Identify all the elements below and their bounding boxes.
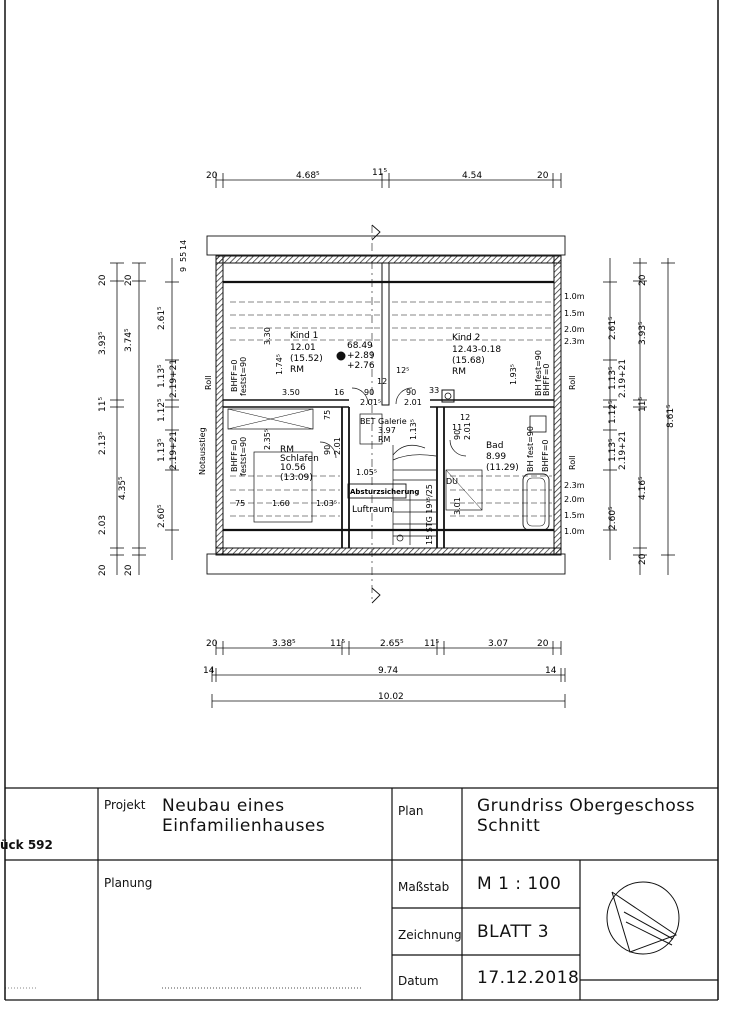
dim-top-2: 11⁵ [372, 168, 388, 178]
dim-right-out-1: 3.93⁵ [638, 321, 648, 345]
misc-dim-14: 90 [323, 444, 332, 455]
bhff-right-bot: BHFF=0 [541, 439, 550, 472]
dim-bot-4: 11⁵ [424, 639, 440, 649]
title-block-grid [5, 788, 718, 1000]
misc-dim-23: 3.01 [453, 497, 462, 515]
room-schlafen-note: RM [280, 445, 295, 455]
misc-dim-13: 2.35⁵ [263, 428, 272, 450]
room-kind2-note: RM [452, 367, 467, 377]
dim-bot-r2-0: 14 [203, 666, 215, 676]
section-arrow-top [372, 225, 380, 240]
room-kind2-area2: (15.68) [452, 356, 485, 366]
height-bot-3: 1.0m [564, 527, 585, 536]
dim-bot-r3-0: 10.02 [378, 692, 404, 702]
zeichnung-label: Zeichnung [398, 928, 462, 942]
roll-left: Roll [204, 375, 213, 390]
room-schlafen-area2: (13.09) [280, 473, 313, 483]
dim-right-in-5: 2.19+21 [618, 430, 628, 470]
room-kind2-area: 12.43-0.18 [452, 345, 502, 355]
datum-label: Datum [398, 974, 439, 988]
bhff-right-top: BHFF=0 [542, 363, 551, 396]
plan-label: Plan [398, 804, 424, 818]
dim-right-in-1: 1.13⁵ [608, 366, 618, 390]
stueck-label: ück 592 [0, 838, 53, 852]
room-galerie-area: 3.97 [378, 426, 396, 435]
misc-dim-2: 3.50 [282, 388, 300, 397]
bh-right-top: BH fest=90 [534, 350, 543, 396]
room-bad-area2: (11.29) [486, 463, 519, 473]
roll-right: Roll [568, 375, 577, 390]
dim-left-4: 4.35⁵ [118, 476, 128, 500]
dim-left-in-1: 3.74⁵ [124, 328, 134, 352]
dim-bot-5: 3.07 [488, 639, 509, 649]
misc-dim-22: 1.03⁵ [316, 499, 338, 508]
dim-left-small-2: 14 [179, 239, 188, 250]
dim-left-in-7: 2.19+21 [169, 430, 179, 470]
dim-bot-1: 3.38⁵ [272, 639, 296, 649]
dim-left-2: 11⁵ [98, 396, 108, 412]
dim-left-0: 20 [98, 274, 108, 286]
dim-left-1: 3.93⁵ [98, 331, 108, 355]
dim-left-6: 20 [98, 564, 108, 576]
room-schlafen-area: 10.56 [280, 463, 306, 473]
bhff-left-bot: BHFF=0 [230, 439, 239, 472]
dim-right-out-4: 4.16⁵ [638, 476, 648, 500]
dim-left-in-4: 2.19+21 [169, 358, 179, 398]
dim-left-in-2: 2.61⁵ [157, 306, 167, 330]
section-arrow-bottom [372, 588, 380, 603]
notausstieg: Notausstieg [198, 427, 207, 475]
dim-left-5: 2.03 [98, 514, 108, 535]
dim-right-out-0: 20 [638, 274, 648, 286]
dim-bot-r2-2: 14 [545, 666, 557, 676]
level-1: +2.89 [347, 351, 375, 361]
dim-left-small-1: 55 [179, 251, 188, 262]
height-top-1: 1.5m [564, 309, 585, 318]
projekt-label: Projekt [104, 798, 146, 812]
roll-right-2: Roll [568, 455, 577, 470]
festst-left-bot: festst=90 [239, 436, 248, 476]
height-bot-2: 1.5m [564, 511, 585, 520]
dim-right-in-3: 1.12⁵ [608, 400, 618, 424]
left-dimension-chains [110, 258, 179, 575]
dim-left-in-8: 2.60⁵ [157, 504, 167, 528]
north-arrow-icon [607, 882, 679, 954]
level-2: +2.76 [347, 361, 375, 371]
room-kind2-name: Kind 2 [452, 333, 481, 343]
room-bad-name: Bad [486, 441, 504, 451]
dim-left-in-3: 1.13⁵ [157, 364, 167, 388]
misc-dim-12: 75 [323, 409, 332, 420]
misc-dim-19: 1.05⁵ [356, 468, 378, 477]
dim-right-in-4: 1.13⁵ [608, 438, 618, 462]
room-kind1-area: 12.01 [290, 343, 316, 353]
bh-right-bot: BH fest=90 [526, 426, 535, 472]
projekt-line1: Neubau eines [162, 796, 285, 816]
misc-dim-17: 90 [453, 429, 462, 440]
room-kind1-name: Kind 1 [290, 331, 319, 341]
height-bot-0: 2.3m [564, 481, 585, 490]
absturzsicherung: Absturzsicherung [350, 488, 420, 496]
misc-dim-3: 16 [334, 388, 345, 397]
height-top-3: 2.3m [564, 337, 585, 346]
room-kind1-area2: (15.52) [290, 354, 323, 364]
dim-left-in-0: 20 [124, 274, 134, 286]
dim-left-small-0: 9 [179, 266, 188, 272]
level-0: 68.49 [347, 341, 373, 351]
misc-dim-7: 12⁵ [396, 366, 410, 375]
dim-left-3: 2.13⁵ [98, 431, 108, 455]
planung-label: Planung [104, 876, 153, 890]
dim-right-out-3: 8.61⁵ [666, 404, 676, 428]
dim-left-in-9: 20 [124, 564, 134, 576]
massstab-value: M 1 : 100 [477, 874, 562, 894]
misc-dim-21: 1.60 [272, 499, 290, 508]
room-kind1-note: RM [290, 365, 305, 375]
dim-bot-0: 20 [206, 639, 218, 649]
projekt-line2: Einfamilienhauses [162, 816, 326, 836]
dim-right-out-2: 11⁵ [638, 396, 648, 412]
building-outline [207, 236, 565, 574]
massstab-label: Maßstab [398, 880, 450, 894]
misc-dim-20: 75 [235, 499, 246, 508]
misc-du: DU [446, 477, 459, 486]
room-luftraum: Luftraum [352, 505, 393, 515]
misc-dim-4: 90 [364, 388, 375, 397]
misc-dim-6: 12 [377, 377, 388, 386]
dim-bot-r2-1: 9.74 [378, 666, 399, 676]
misc-dim-10: 33 [429, 386, 440, 395]
dim-right-in-2: 2.19+21 [618, 358, 628, 398]
dim-bot-2: 11⁵ [330, 639, 346, 649]
misc-dim-15: 2.01 [333, 437, 342, 455]
plan-line2: Schnitt [477, 816, 541, 836]
dim-top-1: 4.68⁵ [296, 171, 320, 181]
room-galerie-note: RM [378, 435, 391, 444]
dim-bot-6: 20 [537, 639, 549, 649]
zeichnung-value: BLATT 3 [477, 922, 550, 942]
bhff-left-top: BHFF=0 [230, 359, 239, 392]
height-top-0: 1.0m [564, 292, 585, 301]
dim-right-in-6: 2.60⁵ [608, 506, 618, 530]
room-galerie-name: Galerie [378, 417, 407, 426]
misc-dim-5: 2.01⁵ [360, 398, 382, 407]
datum-value: 17.12.2018 [477, 968, 580, 988]
dim-top-4: 20 [537, 171, 549, 181]
festst-left-top: festst=90 [239, 356, 248, 396]
plan-line1: Grundriss Obergeschoss [477, 796, 695, 816]
misc-dim-1: 1.74⁵ [275, 353, 284, 375]
misc-stairs: 15 STG 19¹⁵/25 [425, 484, 434, 545]
dim-bot-3: 2.65⁵ [380, 639, 404, 649]
misc-dim-16: 1.13⁵ [409, 418, 418, 440]
height-bot-1: 2.0m [564, 495, 585, 504]
dim-left-in-5: 1.12⁵ [157, 398, 167, 422]
misc-dim-0: 3.30 [263, 327, 272, 345]
room-schlafen-name: Schlafen [280, 454, 319, 464]
misc-dim-18: 2.01 [463, 422, 472, 440]
misc-dim-9: 2.01 [404, 398, 422, 407]
dim-top-0: 20 [206, 171, 218, 181]
misc-dim-27: 12 [460, 413, 471, 422]
misc-dim-26: 11 [452, 423, 463, 432]
dim-top-3: 4.54 [462, 171, 483, 181]
height-top-2: 2.0m [564, 325, 585, 334]
misc-dim-11: 1.93⁵ [509, 363, 518, 385]
dim-right-in-0: 2.61⁵ [608, 316, 618, 340]
misc-dim-8: 90 [406, 388, 417, 397]
dim-left-in-6: 1.13⁵ [157, 438, 167, 462]
top-dimension-chain [216, 173, 561, 188]
room-bad-area: 8.99 [486, 452, 507, 462]
dim-right-out-5: 20 [638, 553, 648, 565]
room-galerie-prefix: BET [360, 417, 376, 426]
